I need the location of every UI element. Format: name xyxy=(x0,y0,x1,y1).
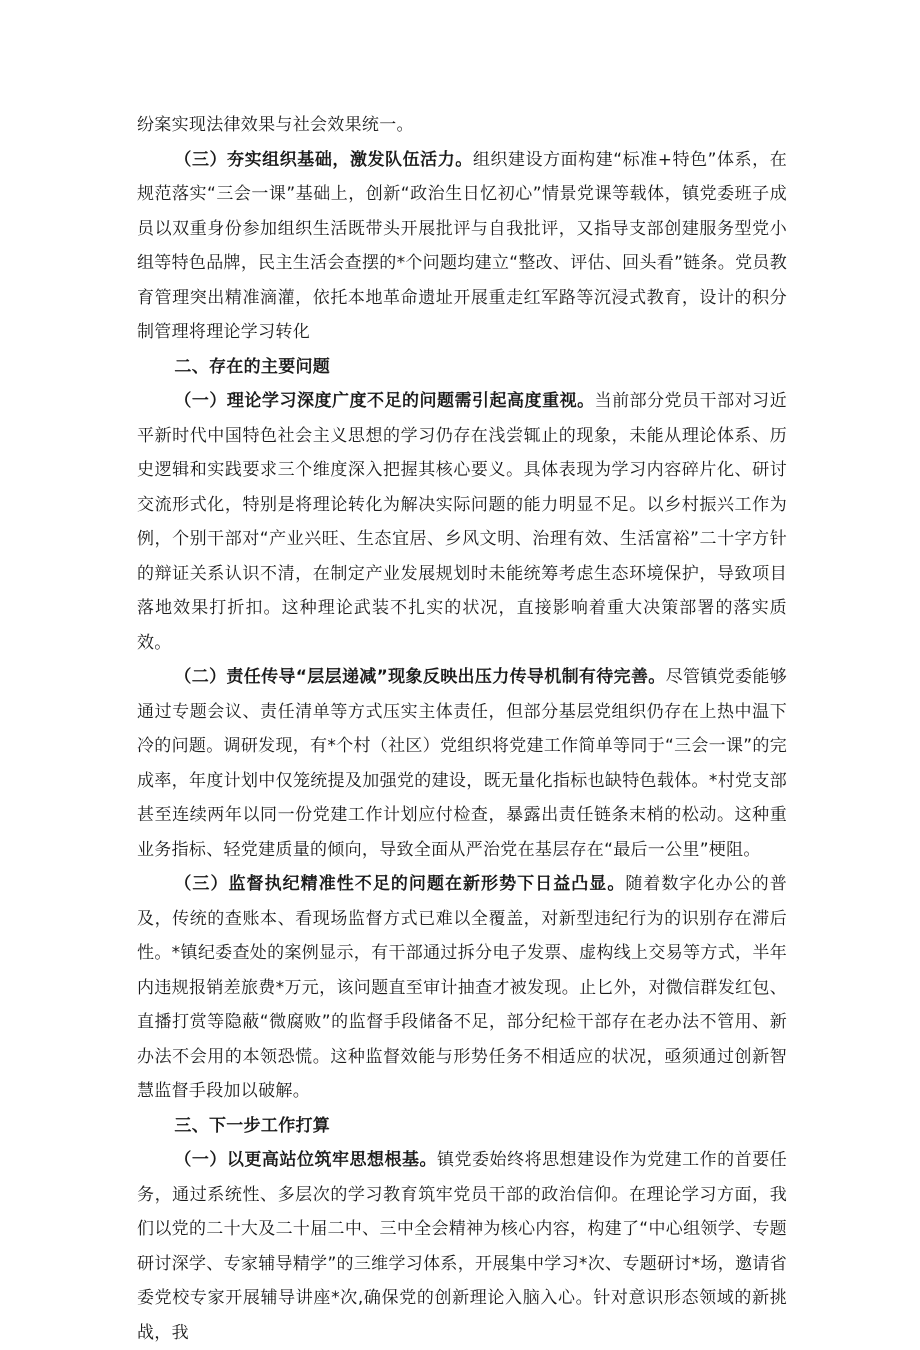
paragraph-responsibility-transmission xyxy=(137,660,787,867)
document-page xyxy=(137,108,787,1350)
paragraph-text: 随着数字化办公的普及，传统的查账本、看现场监督方式已难以全覆盖，对新型违纪行为的识别存在滞后性。*镇纪委查处的案例显示，有干部通过拆分电子发票、虚构线上交易等方式，半年内违规报销差旅费*万元，该问题直至审计抽查才被发现。止匕外，对微信群发红包、直播打赏等隐蔽“微腐败”的监督手段储备不足，部分纪检干部存在老办法不管用、新办法不会用的本领恐慌。这种监督效能与形势任务不相适应的状况，亟须通过创新智慧监督手段加以破解。 xyxy=(137,874,788,1101)
paragraph-text: 组织建设方面构建“标准+特色”体系，在规范落实“三会一课”基础上，创新“政治生日忆初心”情景党课等载体，镇党委班子成员以双重身份参加组织生活既带头开展批评与自我批评，又指导支部创建服务型党小组等特色品牌，民主生活会查摆的*个问题均建立“整改、评估、回头看”链条。党员教育管理突出精准滴灌，依托本地革命遗址开展重走红军路等沉浸式教育，设计的积分制管理将理论学习转化 xyxy=(137,149,787,342)
paragraph-lead: （三）夯实组织基础，激发队伍活力。 xyxy=(174,149,473,170)
paragraph-theory-study xyxy=(137,384,787,660)
paragraph-lead: （二）责任传导“层层递减”现象反映出压力传导机制有待完善。 xyxy=(174,667,666,687)
paragraph-ideological-foundation xyxy=(137,1143,787,1350)
section-heading-next-steps: 三、下一步工作打算 xyxy=(174,1115,331,1136)
paragraph-lead: （三）监督执纪精准性不足的问题在新形势下日益凸显。 xyxy=(174,874,626,894)
paragraph-lead: （一）理论学习深度广度不足的问题需引起高度重视。 xyxy=(174,391,595,411)
paragraph-lead: （一）以更高站位筑牢思想根基。 xyxy=(174,1150,438,1170)
paragraph-text: 镇党委始终将思想建设作为党建工作的首要任务，通过系统性、多层次的学习教育筑牢党员干部的政治信仰。在理论学习方面，我们以党的二十大及二十届二中、三中全会精神为核心内容，构建了“中心组领学、专题研讨深学、专家辅导精学”的三维学习体系，开展集中学习*次、专题研讨*场，邀请省委党校专家开展辅导讲座*次,确保党的创新理论入脑入心。针对意识形态领域的新挑战，我 xyxy=(137,1150,788,1343)
paragraph-text: 纷案实现法律效果与社会效果统一。 xyxy=(137,115,414,135)
paragraph-text: 当前部分党员干部对习近平新时代中国特色社会主义思想的学习仍存在浅尝辄止的现象，未能从理论体系、历史逻辑和实践要求三个维度深入把握其核心要义。具体表现为学习内容碎片化、研讨交流形式化，特别是将理论转化为解决实际问题的能力明显不足。以乡村振兴工作为例，个别干部对“产业兴旺、生态宜居、乡风文明、治理有效、生活富裕”二十字方针的辩证关系认识不清，在制定产业发展规划时未能统筹考虑生态环境保护，导致项目落地效果打折扣。这种理论武装不扎实的状况，直接影响着重大决策部署的落实质效。 xyxy=(137,391,787,653)
section-heading-main-problems: 二、存在的主要问题 xyxy=(174,356,331,377)
paragraph-supervision-discipline xyxy=(137,867,787,1109)
paragraph-text: 尽管镇党委能够通过专题会议、责任清单等方式压实主体责任，但部分基层党组织仍存在上热中温下冷的问题。调研发现，有*个村（社区）党组织将党建工作简单等同于“三会一课”的完成率，年度计划中仅笼统提及加强党的建设，既无量化指标也缺特色载体。*村党支部甚至连续两年以同一份党建工作计划应付检查，暴露出责任链条末梢的松动。这种重业务指标、轻党建质量的倾向，导致全面从严治党在基层存在“最后一公里”梗阻。 xyxy=(137,667,787,860)
paragraph-organization-foundation xyxy=(137,143,787,350)
paragraph-continuation xyxy=(137,108,787,143)
